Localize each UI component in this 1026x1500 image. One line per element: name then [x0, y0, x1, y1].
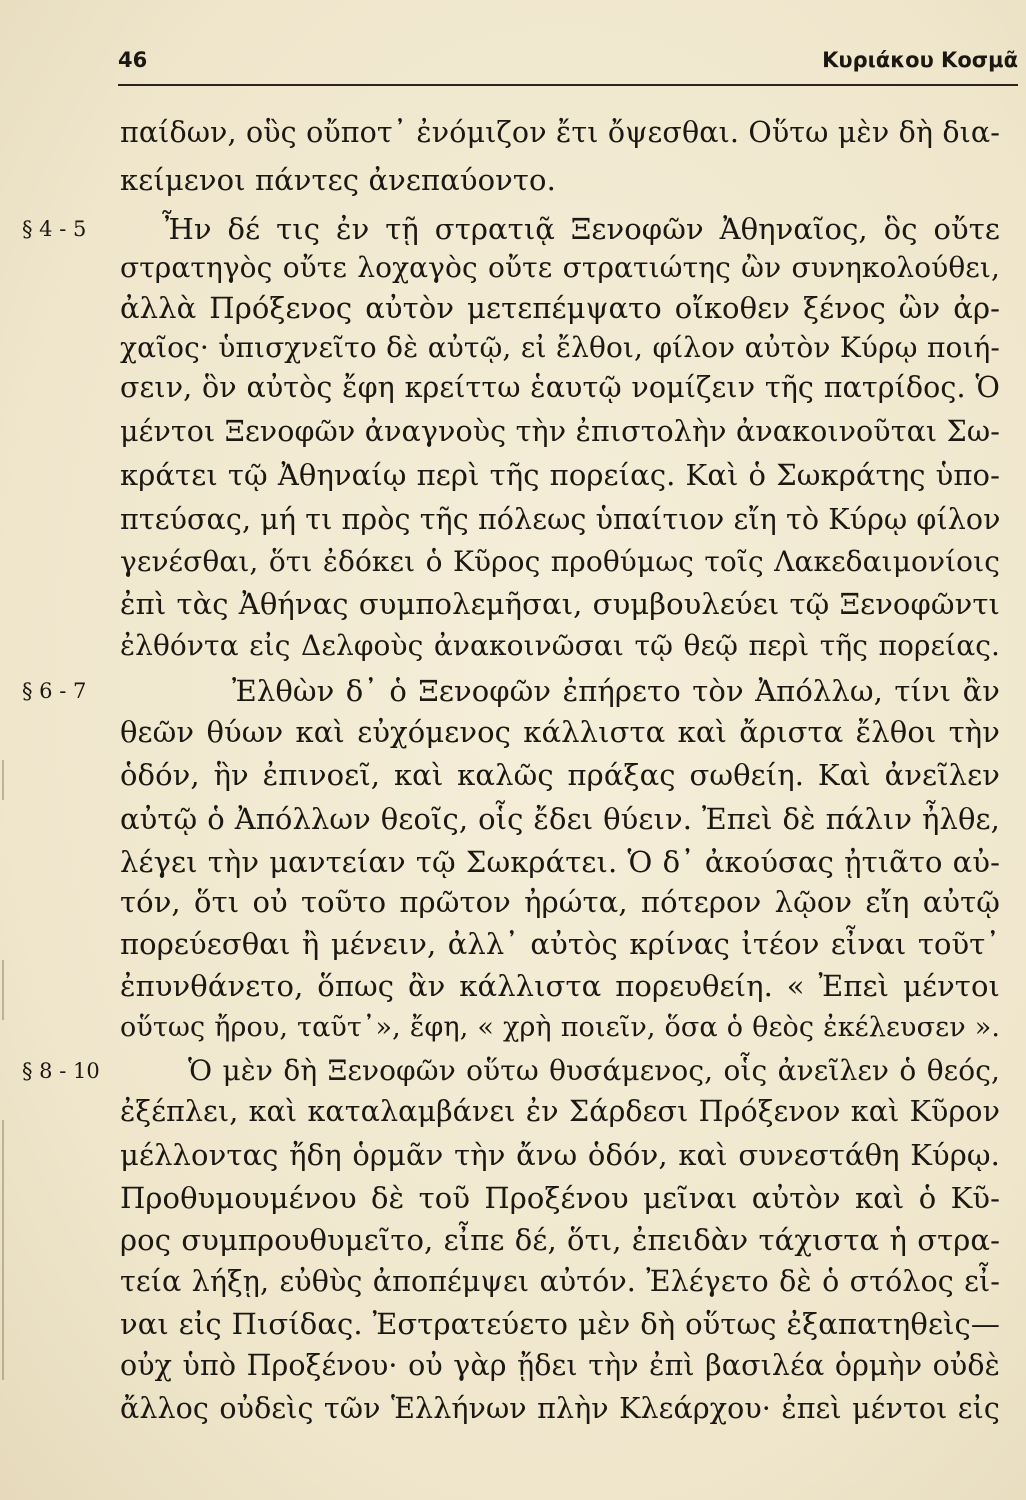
section-marker-8-10: § 8 - 10	[22, 1059, 100, 1083]
text-line: ναι εἰς Πισίδας. Ἐστρατεύετο μὲν δὴ οὕτως ἐξαπατηθεὶς—	[120, 1307, 1000, 1341]
text-line: γενέσθαι, ὅτι ἐδόκει ὁ Κῦρος προθύμως τοῖς Λακεδαιμονίοις	[120, 545, 1000, 578]
text-line: πορεύεσθαι ἢ μένειν, ἀλλ᾽ αὐτὸς κρίνας ἰτέον εἶναι τοῦτ᾽	[120, 927, 1000, 961]
section-marker-4-5: § 4 - 5	[22, 217, 87, 241]
text-line: ἐπὶ τὰς Ἀθήνας συμπολεμῆσαι, συμβουλεύει τῷ Ξενοφῶντι	[120, 587, 1000, 621]
text-line: Προθυμουμένου δὲ τοῦ Προξένου μεῖναι αὐτὸν καὶ ὁ Κῦ-	[120, 1181, 1000, 1215]
text-line: τόν, ὅτι οὐ τοῦτο πρῶτον ἠρώτα, πότερον λῷον εἴη αὐτῷ	[120, 885, 1000, 919]
page-number: 46	[118, 48, 148, 72]
text-line: Ἐλθὼν δ᾽ ὁ Ξενοφῶν ἐπήρετο τὸν Ἀπόλλω, τίνι ἂν	[232, 674, 1000, 708]
text-line: παίδων, οὓς οὔποτ᾽ ἐνόμιζον ἔτι ὄψεσθαι. Οὕτω μὲν δὴ δια-	[120, 116, 1000, 149]
text-line: στρατηγὸς οὔτε λοχαγὸς οὔτε στρατιώτης ὢν συνηκολούθει,	[120, 251, 1000, 284]
text-line: τεία λήξῃ, εὐθὺς ἀποπέμψει αὐτόν. Ἐλέγετο δὲ ὁ στόλος εἶ-	[120, 1265, 1000, 1298]
text-line: σειν, ὃν αὐτὸς ἔφη κρείττω ἑαυτῷ νομίζειν τῆς πατρίδος. Ὁ	[120, 371, 1000, 404]
running-title: Κυριάκου Κοσμᾶ	[822, 48, 1018, 72]
text-line: μέλλοντας ἤδη ὁρμᾶν τὴν ἄνω ὁδόν, καὶ συνεστάθη Κύρῳ.	[120, 1138, 1000, 1172]
text-line: θεῶν θύων καὶ εὐχόμενος κάλλιστα καὶ ἄριστα ἔλθοι τὴν	[120, 715, 1000, 749]
text-line: ἐπυνθάνετο, ὅπως ἂν κάλλιστα πορευθείη. « Ἐπεὶ μέντοι	[120, 969, 1000, 1003]
text-line: κείμενοι πάντες ἀνεπαύοντο.	[120, 163, 556, 197]
text-line: ἄλλος οὐδεὶς τῶν Ἑλλήνων πλὴν Κλεάρχου· ἐπεὶ μέντοι εἰς	[120, 1392, 1000, 1425]
text-line: οὐχ ὑπὸ Προξένου· οὐ γὰρ ᾔδει τὴν ἐπὶ βασιλέα ὁρμὴν οὐδὲ	[120, 1349, 1000, 1382]
text-line: Ὁ μὲν δὴ Ξενοφῶν οὕτω θυσάμενος, οἷς ἀνεῖλεν ὁ θεός,	[188, 1054, 1000, 1087]
page-edge-mark	[2, 760, 4, 800]
text-line: πτεύσας, μή τι πρὸς τῆς πόλεως ὑπαίτιον εἴη τὸ Κύρῳ φίλον	[120, 503, 1001, 536]
text-line: ρος συμπρουθυμεῖτο, εἶπε δέ, ὅτι, ἐπειδὰν τάχιστα ἡ στρα-	[120, 1223, 1000, 1257]
text-line: κράτει τῷ Ἀθηναίῳ περὶ τῆς πορείας. Καὶ ὁ Σωκράτης ὑπο-	[120, 458, 1000, 492]
text-line: ἀλλὰ Πρόξενος αὐτὸν μετεπέμψατο οἴκοθεν ξένος ὢν ἀρ-	[120, 291, 1000, 325]
page-edge-mark	[2, 960, 4, 1020]
text-line: οὕτως ἤρου, ταῦτ᾽», ἔφη, « χρὴ ποιεῖν, ὅσα ὁ θεὸς ἐκέλευσεν ».	[120, 1012, 1000, 1043]
section-marker-6-7: § 6 - 7	[22, 679, 87, 703]
header-rule	[118, 84, 1018, 86]
text-line: Ἦν δέ τις ἐν τῇ στρατιᾷ Ξενοφῶν Ἀθηναῖος, ὃς οὔτε	[162, 212, 1000, 246]
text-line: ὁδόν, ἣν ἐπινοεῖ, καὶ καλῶς πράξας σωθείη. Καὶ ἀνεῖλεν	[120, 758, 1000, 792]
text-line: χαῖος· ὑπισχνεῖτο δὲ αὐτῷ, εἰ ἔλθοι, φίλον αὐτὸν Κύρῳ ποιή-	[120, 331, 1000, 364]
text-line: αὐτῷ ὁ Ἀπόλλων θεοῖς, οἷς ἔδει θύειν. Ἐπεὶ δὲ πάλιν ἦλθε,	[120, 802, 1000, 836]
text-line: μέντοι Ξενοφῶν ἀναγνοὺς τὴν ἐπιστολὴν ἀνακοινοῦται Σω-	[120, 415, 1000, 448]
page-edge-mark	[2, 1120, 4, 1380]
text-line: λέγει τὴν μαντείαν τῷ Σωκράτει. Ὁ δ᾽ ἀκούσας ᾐτιᾶτο αὐ-	[120, 845, 1000, 879]
text-line: ἐξέπλει, καὶ καταλαμβάνει ἐν Σάρδεσι Πρόξενον καὶ Κῦρον	[120, 1095, 1000, 1128]
page-header	[118, 44, 1018, 80]
text-line: ἐλθόντα εἰς Δελφοὺς ἀνακοινῶσαι τῷ θεῷ περὶ τῆς πορείας.	[120, 629, 1000, 662]
